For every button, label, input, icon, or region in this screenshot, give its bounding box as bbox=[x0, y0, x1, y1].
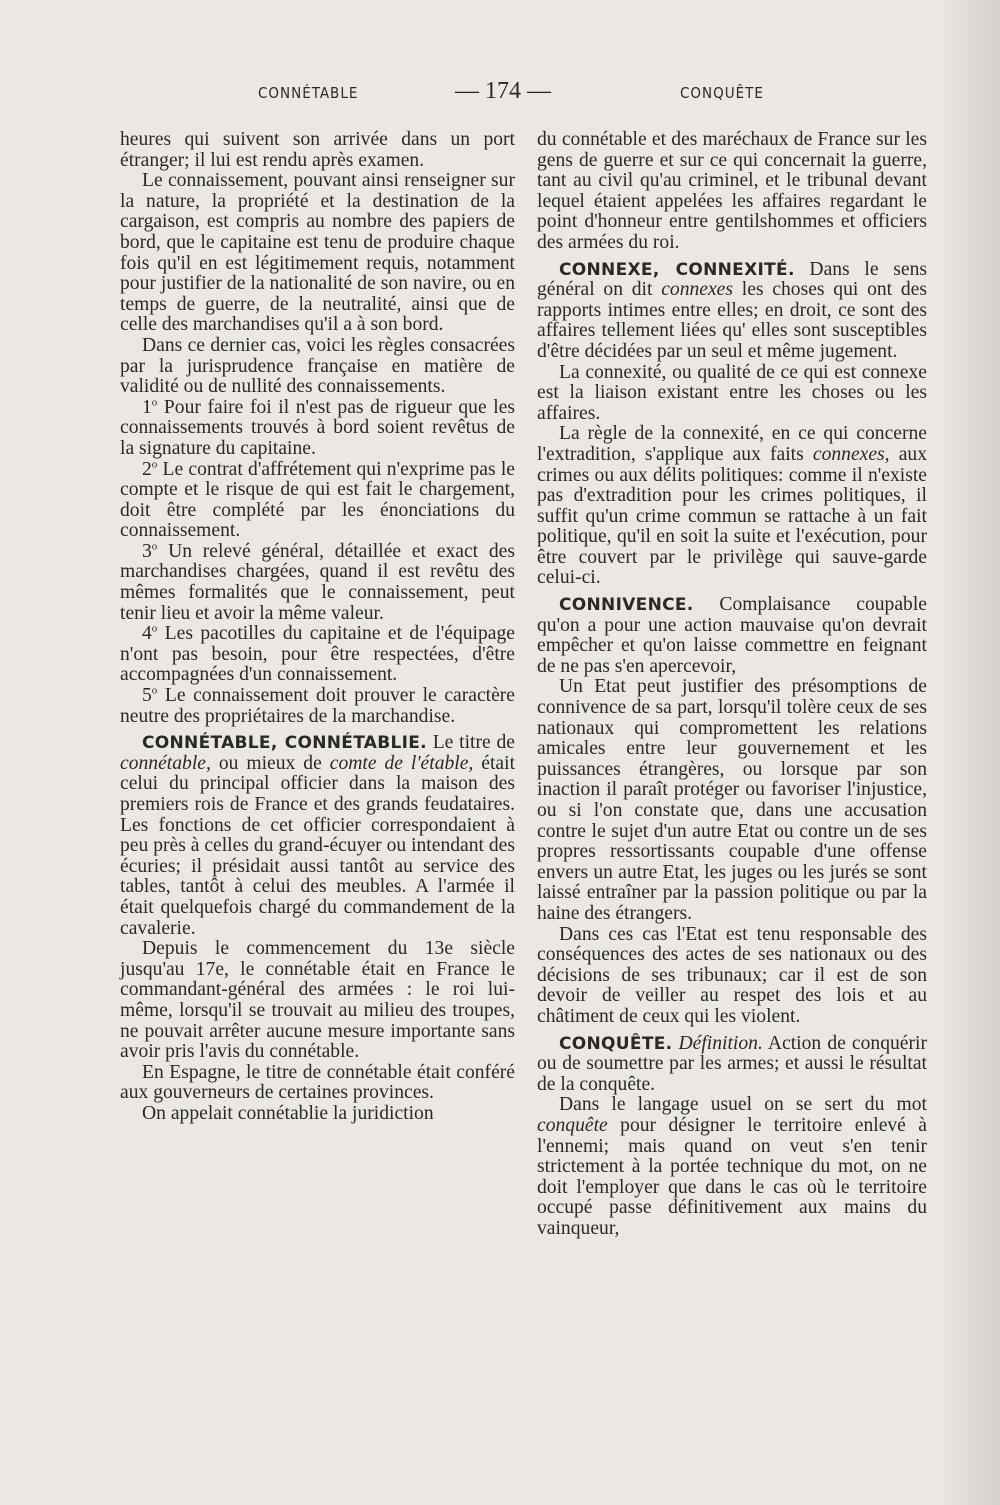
paragraph: Le connaissement, pouvant ainsi renseigner sur la nature, la propriété et la destination de la cargaison, est compris au nombre des papiers de bord, que le capitaine est tenu de produire chaque fois qu'il en est légitimement requis, notamment pour justifier de la nationalité de son navire, ou en temps de guerre, de la neutralité, ainsi que de celle des marchandises qu'il a à son bord. bbox=[120, 170, 515, 336]
entry-text: les choses qui ont des rapports intimes entre elles; en droit, ce sont des affaires tellement liées qu' elles sont susceptibles d'être décidées par un seul et même jugement. bbox=[537, 279, 927, 362]
paragraph: On appelait connétablie la juridiction bbox=[142, 1102, 434, 1124]
paragraph-text: La règle de la connexité, en ce qui concerne l'extradition, s'applique aux faits bbox=[537, 423, 927, 465]
paragraph: du connétable et des maréchaux de France sur les gens de guerre et sur ce qui concernait la guerre, tant au civil qu'au criminel, et le tribunal devant lequel étaient appelées les affaires regardant le point d'honneur entre gentilshommes et officiers des armées du roi. bbox=[537, 129, 927, 253]
entry-text: Le titre de bbox=[426, 732, 515, 754]
paragraph: heures qui suivent son arrivée dans un port étranger; il lui est rendu après examen. bbox=[120, 129, 515, 171]
entry-text: Action de conquérir ou de soumettre par les armes; et aussi le résultat de la conquête. bbox=[537, 1032, 927, 1095]
page-number: — 174 — bbox=[455, 78, 551, 104]
entry-text: Complaisance coupable qu'on a pour une action mauvaise qu'on devrait empêcher et qu'on laisse commettre en feignant de ne pas s'en apercevoir, bbox=[537, 594, 927, 677]
entry-italic: Définition. bbox=[672, 1032, 763, 1054]
header-left-keyword: CONNÉTABLE bbox=[258, 84, 359, 102]
entry-text: Dans le sens général on dit bbox=[537, 258, 927, 301]
numbered-paragraph bbox=[120, 398, 515, 460]
paragraph: Un Etat peut justifier des présomptions de connivence de sa part, lorsqu'il tolère ceux de ses nationaux qui compromettent les relations amicales entre leur gouvernement et les puissances étrangères, ou lorsque par son inaction il paraît protéger ou favoriser l'injustice, ou si l'on constate que, dans une accusation contre le sujet d'un autre Etat ou contre un de ses propres ressortissants coupable d'une offense envers un autre Etat, les juges ou les jurés se sont laissé entraîner par la passion politique ou par la haine des étrangers. bbox=[537, 676, 927, 924]
entry-text: ou mieux de bbox=[210, 752, 330, 774]
numbered-paragraph bbox=[120, 686, 515, 727]
numbered-paragraph bbox=[120, 542, 515, 624]
item-number: 4 bbox=[142, 623, 152, 645]
paragraph: Depuis le commencement du 13e siècle jusqu'au 17e, le connétable était en France le commandant-général des armées : le roi lui-même, lorsqu'il se trouvait au milieu des troupes, ne pouvait arrêter aucune mesure importante sans avoir pris l'avis du connétable. bbox=[120, 938, 515, 1063]
paragraph-text: Dans le langage usuel on se sert du mot bbox=[559, 1094, 927, 1116]
item-number: 2 bbox=[142, 458, 152, 480]
numbered-paragraph bbox=[120, 457, 515, 542]
item-text: Un relevé général, détaillée et exact des marchandises chargées, quand il est revêtu des mêmes formalités que le connaissement, peut tenir lieu et avoir la même valeur. bbox=[120, 540, 515, 624]
dictionary-entry bbox=[537, 595, 927, 677]
item-number-sup: o bbox=[151, 540, 158, 553]
dictionary-entry bbox=[537, 1034, 927, 1096]
item-number-sup: o bbox=[151, 457, 158, 470]
dictionary-entry bbox=[120, 733, 515, 939]
paragraph: Dans ces cas l'Etat est tenu responsable des conséquences des actes de ses nationaux ou des décisions de ses tribunaux; car il est de son devoir de veiller au respet des lois et au châtiment de ceux qui les violent. bbox=[537, 923, 927, 1027]
paragraph: La connexité, ou qualité de ce qui est connexe est la liaison existant entre les choses ou les affaires. bbox=[537, 361, 927, 424]
item-number-sup: o bbox=[151, 622, 158, 635]
header-right-keyword: CONQUÊTE bbox=[680, 84, 764, 102]
item-number-sup: o bbox=[151, 684, 158, 697]
paragraph-text: aux crimes ou aux délits politiques: comme il n'existe pas d'extradition pour les crimes politiques, il suffit qu'un crime commun se rattache à un fait politique, qu'il en soit la suite et l'exécution, pour être couvert par le privilège qui sauve-garde celui-ci. bbox=[537, 443, 927, 589]
dictionary-entry bbox=[537, 260, 927, 363]
item-text: Le contrat d'affrétement qui n'exprime pas le compte et le risque de qui est fait le chargement, doit être complété par les énonciations du connaissement. bbox=[120, 458, 515, 542]
paragraph: Dans ce dernier cas, voici les règles consacrées par la jurisprudence française en matière de validité ou de nullité des connaissements. bbox=[120, 334, 515, 398]
paragraph-italic: conquête bbox=[537, 1114, 608, 1136]
paragraph: En Espagne, le titre de connétable était conféré aux gouverneurs de certaines provinces. bbox=[120, 1061, 515, 1104]
entry-headword: CONQUÊTE. bbox=[559, 1033, 673, 1054]
left-column bbox=[120, 130, 515, 1125]
item-text: Les pacotilles du capitaine et de l'équipage n'ont pas besoin, pour être respectées, d'être accompagnées d'un connaissement. bbox=[120, 623, 515, 686]
running-header bbox=[0, 78, 1000, 108]
paragraph-italic: connexes, bbox=[812, 443, 890, 465]
item-text: Pour faire foi il n'est pas de rigueur que les connaissements trouvés à bord soient revêtus de la signature du capitaine. bbox=[120, 396, 515, 459]
item-number: 1 bbox=[142, 396, 152, 418]
entry-italic: comte de l'étable, bbox=[329, 752, 474, 774]
right-column bbox=[537, 130, 927, 1239]
entry-headword: CONNEXE, CONNEXITÉ. bbox=[559, 259, 795, 280]
item-number-sup: o bbox=[151, 396, 158, 409]
item-number: 5 bbox=[142, 685, 152, 707]
paragraph-text: pour désigner le territoire enlevé à l'ennemi; mais quand on veut s'en tenir strictement à la portée technique du mot, on ne doit l'employer que dans le cas où le territoire occupé passe définitivement aux mains du vainqueur, bbox=[537, 1114, 927, 1239]
paragraph bbox=[537, 1095, 927, 1239]
entry-italic: connétable, bbox=[120, 752, 211, 774]
item-text: Le connaissement doit prouver le caractère neutre des propriétaires de la marchandise. bbox=[120, 685, 515, 727]
entry-headword: CONNÉTABLE, CONNÉTABLIE. bbox=[142, 733, 427, 754]
item-number: 3 bbox=[142, 540, 152, 562]
entry-text: était celui du principal officier dans la maison des premiers rois de France et des grands feudataires. Les fonctions de cet officier correspondaient à peu près à celles du grand-écuyer ou intendant des écuries; il présidait aussi tantôt au service des tables, tantôt à celui des meubles. A l'armée il était quelquefois chargé du commandement de la cavalerie. bbox=[120, 752, 516, 939]
entry-italic: connexes bbox=[661, 279, 734, 301]
entry-headword: CONNIVENCE. bbox=[559, 595, 694, 616]
numbered-paragraph bbox=[120, 624, 515, 686]
paragraph bbox=[537, 424, 927, 589]
